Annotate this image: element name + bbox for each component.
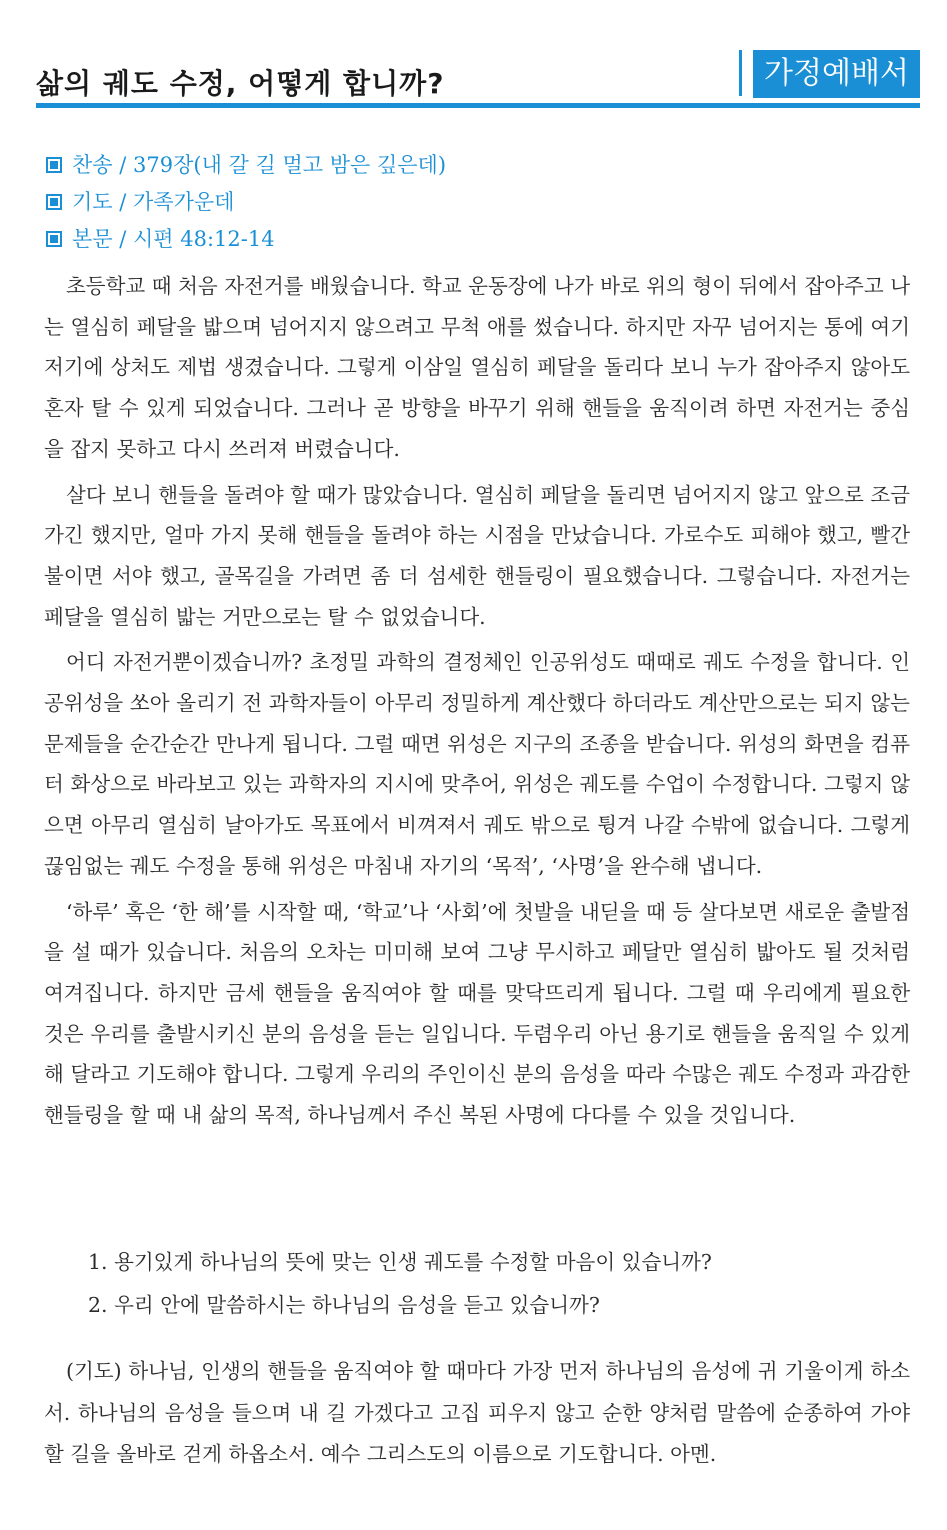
body-paragraph: ‘하루’ 혹은 ‘한 해’를 시작할 때, ‘학교’나 ‘사회’에 첫발을 내딛을 때 등 살다보면 새로운 출발점을 설 때가 있습니다. 처음의 오차는 미미해 보여 그냥 무시하고 페달만 열심히 밟아도 될 것처럼 여겨집니다. 하지만 금세 핸들을 움직여야 할 때를 맞닥뜨리게 됩니다. 그럴 때 우리에게 필요한 것은 우리를 출발시키신 분의 음성을 듣는 일입니다. 두렴우리 아닌 용기로 핸들을 움직일 수 있게 해 달라고 기도해야 합니다. 그렇게 우리의 주인이신 분의 음성을 따라 수많은 궤도 수정과 과감한 핸들링을 할 때 내 삶의 목적, 하나님께서 주신 복된 사명에 다다를 수 있을 것입니다. [44,899,910,1128]
sermon-body [44,266,910,1141]
square-bullet-icon [46,194,62,210]
body-paragraph: 어디 자전거뿐이겠습니까? 초정밀 과학의 결정체인 인공위성도 때때로 궤도 수정을 합니다. 인공위성을 쏘아 올리기 전 과학자들이 아무리 정밀하게 계산했다 하더라도 계산만으로는 되지 않는 문제들을 순간순간 만나게 됩니다. 그럴 때면 위성은 지구의 조종을 받습니다. 위성의 화면을 컴퓨터 화상으로 바라보고 있는 과학자의 지시에 맞추어, 위성은 궤도를 수업이 수정합니다. 그렇지 않으면 아무리 열심히 날아가도 목표에서 비껴져서 궤도 밖으로 튕겨 나갈 수밖에 없습니다. 그렇게 끊임없는 궤도 수정을 통해 위성은 마침내 자기의 ‘목적’, ‘사명’을 완수해 냅니다. [44,650,910,878]
worship-order [46,147,446,258]
page-header [36,50,920,108]
prayer-value: 가족가운데 [133,190,235,214]
hymn-value: 379장(내 갈 길 멀고 밤은 깊은데) [133,153,447,177]
square-bullet-icon [46,157,62,173]
hymn-label: 찬송 [72,153,113,177]
square-bullet-icon [46,231,62,247]
header-divider [739,50,742,96]
reflection-questions [88,1241,712,1327]
scripture-label: 본문 [72,227,113,251]
scripture-value: 시편 48:12-14 [133,227,275,251]
hymn-line: 찬송 / 379장(내 갈 길 멀고 밤은 깊은데) [46,147,446,184]
body-paragraph: 초등학교 때 처음 자전거를 배웠습니다. 학교 운동장에 나가 바로 위의 형이 뒤에서 잡아주고 나는 열심히 페달을 밟으며 넘어지지 않으려고 무척 애를 썼습니다. 하지만 자꾸 넘어지는 통에 여기저기에 상처도 제법 생겼습니다. 그렇게 이삼일 열심히 페달을 돌리다 보니 누가 잡아주지 않아도 혼자 탈 수 있게 되었습니다. 그러나 곧 방향을 바꾸기 위해 핸들을 움직이려 하면 자전거는 중심을 잡지 못하고 다시 쓰러져 버렸습니다. [44,274,910,461]
prayer-line: 기도 / 가족가운데 [46,184,446,221]
question-item: 2. 우리 안에 말씀하시는 하나님의 음성을 듣고 있습니까? [88,1293,600,1317]
question-item: 1. 용기있게 하나님의 뜻에 맞는 인생 궤도를 수정할 마음이 있습니까? [88,1250,712,1274]
scripture-line: 본문 / 시편 48:12-14 [46,221,446,258]
closing-prayer [44,1351,910,1476]
header-rule [36,103,920,108]
body-paragraph: 살다 보니 핸들을 돌려야 할 때가 많았습니다. 열심히 페달을 돌리면 넘어지지 않고 앞으로 조금 가긴 했지만, 얼마 가지 못해 핸들을 돌려야 하는 시점을 만났습니다. 가로수도 피해야 했고, 빨간불이면 서야 했고, 골목길을 가려면 좀 더 섬세한 핸들링이 필요했습니다. 그렇습니다. 자전거는 페달을 열심히 밟는 거만으로는 탈 수 없었습니다. [44,482,910,629]
page-title: 삶의 궤도 수정, 어떻게 합니까? [36,67,445,100]
prayer-label: 기도 [72,190,113,214]
prayer-paragraph: (기도) 하나님, 인생의 핸들을 움직여야 할 때마다 가장 먼저 하나님의 음성에 귀 기울이게 하소서. 하나님의 음성을 들으며 내 길 가겠다고 고집 피우지 않고 순한 양처럼 말씀에 순종하여 가야 할 길을 올바로 걷게 하옵소서. 예수 그리스도의 이름으로 기도합니다. 아멘. [44,1359,910,1466]
section-badge: 가정예배서 [753,50,920,98]
